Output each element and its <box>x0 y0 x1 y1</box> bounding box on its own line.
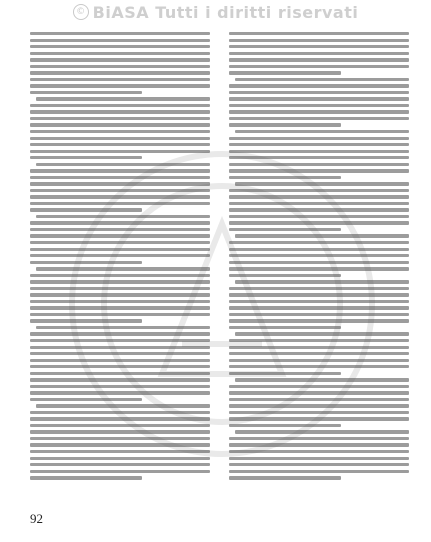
text-line <box>36 97 210 100</box>
text-line <box>30 123 210 126</box>
left-text-column <box>30 32 210 487</box>
text-line <box>30 176 210 179</box>
text-line <box>229 254 409 257</box>
text-line <box>30 332 210 335</box>
text-line <box>229 391 409 394</box>
text-line <box>30 195 210 198</box>
text-line <box>30 437 210 440</box>
text-line <box>229 450 409 453</box>
text-line <box>30 150 210 153</box>
text-line <box>229 319 409 322</box>
text-line <box>229 417 409 420</box>
text-line <box>30 137 210 140</box>
text-line <box>229 293 409 296</box>
text-line <box>30 352 210 355</box>
text-line <box>229 156 409 159</box>
text-line <box>229 274 341 277</box>
text-line <box>229 91 409 94</box>
text-line <box>30 293 210 296</box>
text-line <box>229 215 409 218</box>
text-line <box>229 404 409 407</box>
text-line <box>229 208 409 211</box>
text-line <box>229 313 409 316</box>
text-line <box>229 372 341 375</box>
text-line <box>30 274 210 277</box>
text-line <box>30 261 142 264</box>
text-line <box>229 346 409 349</box>
text-line <box>30 391 210 394</box>
text-line <box>229 476 341 479</box>
text-line <box>229 326 341 329</box>
text-line <box>229 176 341 179</box>
watermark-banner <box>0 0 431 24</box>
text-line <box>36 163 210 166</box>
text-line <box>229 58 409 61</box>
text-line <box>30 476 142 479</box>
text-line <box>229 45 409 48</box>
text-line <box>229 143 409 146</box>
text-line <box>229 189 409 192</box>
text-line <box>229 463 409 466</box>
text-line <box>229 365 409 368</box>
text-line <box>30 52 210 55</box>
text-line <box>30 110 210 113</box>
text-line <box>30 372 210 375</box>
text-line <box>30 78 210 81</box>
text-line <box>30 189 210 192</box>
text-line <box>229 352 409 355</box>
text-line <box>235 234 409 237</box>
text-line <box>30 411 210 414</box>
text-line <box>30 300 210 303</box>
text-line <box>30 463 210 466</box>
text-line <box>235 182 409 185</box>
text-line <box>36 404 210 407</box>
text-line <box>30 378 210 381</box>
text-line <box>30 91 142 94</box>
text-line <box>30 58 210 61</box>
text-line <box>30 104 210 107</box>
text-line <box>229 261 409 264</box>
text-line <box>30 228 210 231</box>
text-line <box>30 143 210 146</box>
text-line <box>30 208 142 211</box>
text-line <box>229 424 341 427</box>
text-line <box>229 65 409 68</box>
text-line <box>229 117 409 120</box>
text-line <box>235 332 409 335</box>
text-line <box>229 71 341 74</box>
text-line <box>30 84 210 87</box>
text-line <box>229 228 341 231</box>
page-number: 92 <box>30 511 43 526</box>
text-line <box>30 450 210 453</box>
text-line <box>30 280 210 283</box>
text-line <box>30 306 210 309</box>
text-line <box>30 32 210 35</box>
text-line <box>30 39 210 42</box>
text-line <box>30 313 210 316</box>
text-line <box>229 32 409 35</box>
text-line <box>229 150 409 153</box>
right-column-lines <box>229 32 409 480</box>
text-line <box>30 156 142 159</box>
text-line <box>36 215 210 218</box>
banner-text: BiASA Tutti i diritti riservati <box>92 2 359 22</box>
text-line <box>229 398 409 401</box>
text-line <box>30 71 210 74</box>
text-line <box>229 411 409 414</box>
text-line <box>229 267 409 270</box>
text-line <box>30 202 210 205</box>
text-line <box>30 346 210 349</box>
text-line <box>30 385 210 388</box>
text-line <box>30 287 210 290</box>
text-line <box>229 306 409 309</box>
text-line <box>30 365 210 368</box>
text-line <box>229 84 409 87</box>
text-line <box>229 104 409 107</box>
text-line <box>30 359 210 362</box>
text-line <box>30 457 210 460</box>
text-line <box>30 319 142 322</box>
text-line <box>30 417 210 420</box>
text-line <box>229 457 409 460</box>
text-line <box>229 443 409 446</box>
text-line <box>30 130 210 133</box>
text-line <box>229 385 409 388</box>
text-line <box>229 163 409 166</box>
text-line <box>30 169 210 172</box>
text-line <box>229 97 409 100</box>
text-line <box>229 248 409 251</box>
text-line <box>229 287 409 290</box>
text-line <box>36 267 210 270</box>
text-line <box>229 300 409 303</box>
text-line <box>229 339 409 342</box>
text-line <box>235 130 409 133</box>
document-page <box>22 24 416 494</box>
text-line <box>30 443 210 446</box>
text-line <box>229 359 409 362</box>
text-line <box>229 437 409 440</box>
text-line <box>229 202 409 205</box>
text-line <box>30 241 210 244</box>
text-line <box>235 280 409 283</box>
text-line <box>30 117 210 120</box>
text-line <box>30 470 210 473</box>
text-line <box>30 45 210 48</box>
text-line <box>229 221 409 224</box>
text-line <box>30 339 210 342</box>
text-line <box>235 78 409 81</box>
text-line <box>229 169 409 172</box>
text-line <box>30 398 142 401</box>
text-line <box>30 234 210 237</box>
text-line <box>235 378 409 381</box>
copyright-icon: © <box>73 4 89 20</box>
text-line <box>229 123 341 126</box>
text-line <box>229 110 409 113</box>
text-line <box>229 39 409 42</box>
text-line <box>30 254 210 257</box>
text-line <box>229 241 409 244</box>
text-line <box>30 424 210 427</box>
text-line <box>30 221 210 224</box>
text-line <box>30 182 210 185</box>
text-line <box>36 326 210 329</box>
left-column-lines <box>30 32 210 480</box>
text-line <box>229 195 409 198</box>
text-line <box>30 430 210 433</box>
text-line <box>30 65 210 68</box>
right-text-column <box>229 32 409 487</box>
text-line <box>229 52 409 55</box>
text-line <box>30 248 210 251</box>
text-line <box>229 470 409 473</box>
text-line <box>235 430 409 433</box>
text-line <box>229 137 409 140</box>
